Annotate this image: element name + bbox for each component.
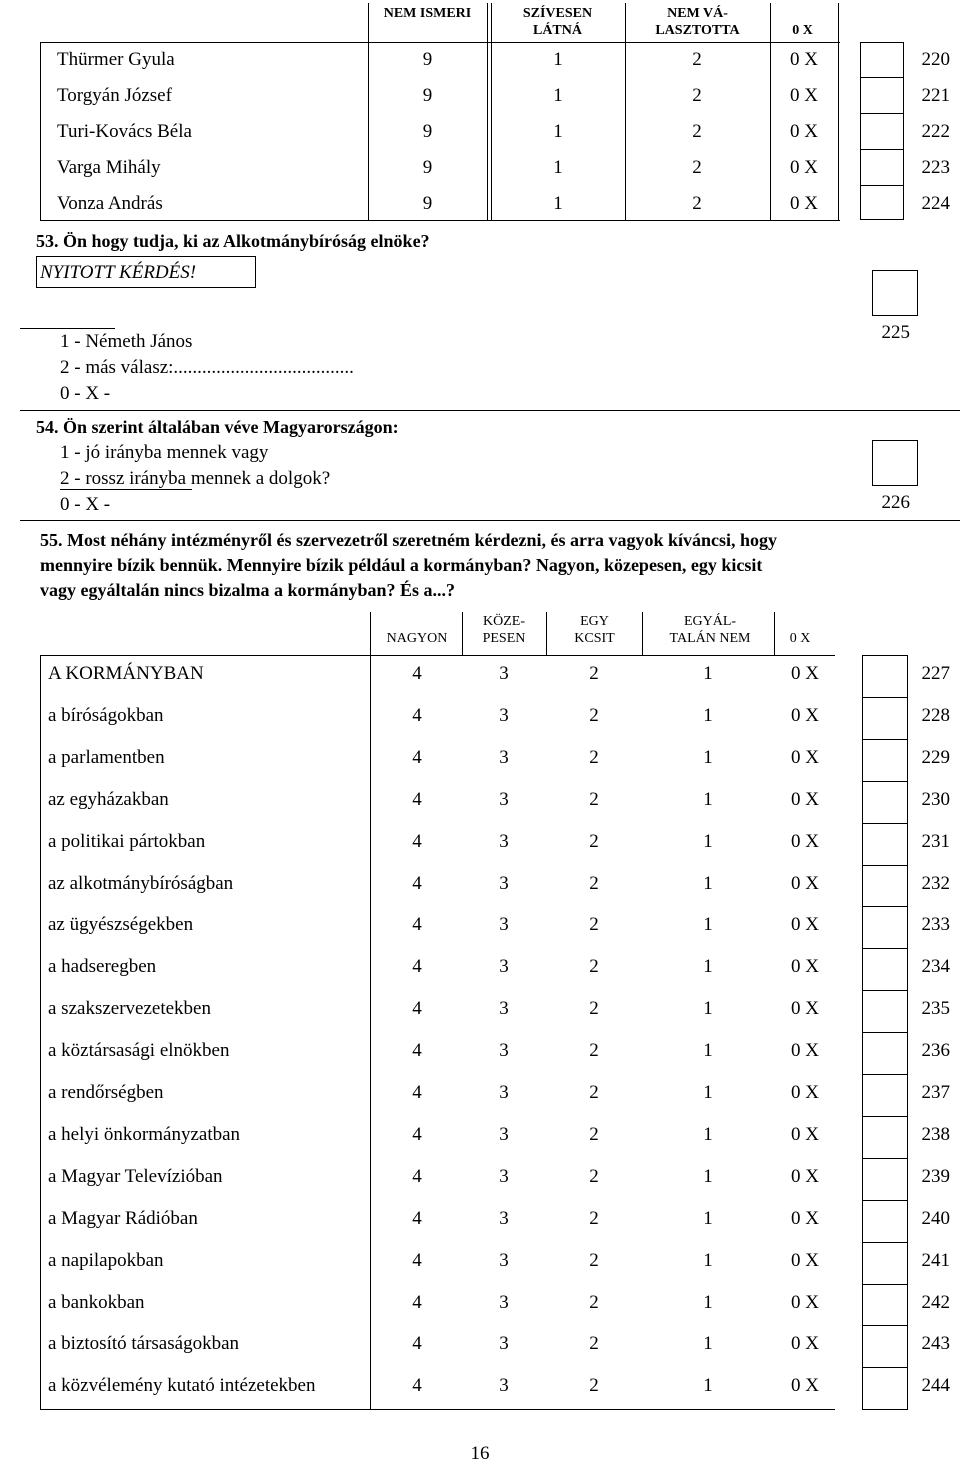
top-row-c3: 2: [692, 121, 702, 142]
q55-row-code: 242: [921, 1292, 950, 1313]
q53-answer-box[interactable]: [872, 270, 918, 316]
q55-row-value: 2: [589, 1292, 599, 1313]
q55-row-value: 1: [703, 956, 713, 977]
q55-row-name: a Magyar Rádióban: [48, 1208, 198, 1229]
top-row-c2: 1: [553, 193, 563, 214]
q55-row-value: 2: [589, 789, 599, 810]
q55-row-name: az alkotmánybíróságban: [48, 873, 234, 894]
q55-row-value: 0 X: [791, 998, 819, 1019]
q55-row-value: 2: [589, 1040, 599, 1061]
q55-row-value: 3: [499, 1124, 509, 1145]
q55-row-value: 1: [703, 705, 713, 726]
q55-row-name: a helyi önkormányzatban: [48, 1124, 241, 1145]
q55-row-value: 3: [499, 1208, 509, 1229]
top-row-c2: 1: [553, 49, 563, 70]
q55-row-value: 3: [499, 663, 509, 684]
q55-row-value: 0 X: [791, 1208, 819, 1229]
top-row-c3: 2: [692, 49, 702, 70]
q55-row-value: 3: [499, 1250, 509, 1271]
top-header-nem-ismeri: NEM ISMERI: [383, 6, 472, 21]
q55-row-code: 232: [921, 873, 950, 894]
q55-row-value: 4: [412, 1124, 422, 1145]
top-row-c4: 0 X: [790, 193, 818, 214]
q55-row-value: 2: [589, 914, 599, 935]
q55-row-name: a bankokban: [48, 1292, 145, 1313]
top-row-c1: 9: [422, 121, 433, 142]
q53-option-1: 1 - Németh János: [60, 331, 193, 352]
q55-header-0x: 0 X: [789, 631, 811, 646]
top-header-szivesen-latna: SZÍVESEN LÁTNÁ: [522, 6, 593, 38]
q55-row-value: 4: [412, 789, 422, 810]
q55-row-value: 4: [412, 1292, 422, 1313]
q54-answer-box[interactable]: [872, 440, 918, 486]
q55-row-value: 1: [703, 998, 713, 1019]
q55-row-value: 4: [412, 1082, 422, 1103]
q55-row-code: 227: [921, 663, 950, 684]
q55-row-value: 2: [589, 1333, 599, 1354]
q55-row-code: 236: [921, 1040, 950, 1061]
q55-row-value: 4: [412, 831, 422, 852]
top-row-c2: 1: [553, 121, 563, 142]
q55-row-value: 1: [703, 663, 713, 684]
q55-row-value: 4: [412, 663, 422, 684]
q54-option-0: 0 - X -: [60, 494, 111, 515]
q55-row-value: 2: [589, 1124, 599, 1145]
q55-row-name: a napilapokban: [48, 1250, 164, 1271]
q55-text-line: mennyire bízik bennük. Mennyire bízik például a kormányban? Nagyon, közepesen, egy kicsit: [40, 555, 763, 575]
q55-row-value: 3: [499, 789, 509, 810]
top-row-c3: 2: [692, 157, 702, 178]
q55-row-code: 235: [921, 998, 950, 1019]
q55-header-kozepesen: KÖZE- PESEN: [482, 614, 526, 646]
q55-row-code: 237: [921, 1082, 950, 1103]
q55-row-value: 3: [499, 914, 509, 935]
q55-row-name: az ügyészségekben: [48, 914, 194, 935]
q55-row-code: 229: [921, 747, 950, 768]
q55-row-value: 3: [499, 831, 509, 852]
q55-row-value: 1: [703, 1040, 713, 1061]
q55-row-value: 0 X: [791, 1250, 819, 1271]
top-row-name: Varga Mihály: [57, 157, 161, 178]
q55-row-value: 1: [703, 1208, 713, 1229]
top-row-code: 223: [921, 157, 950, 178]
q55-row-value: 4: [412, 705, 422, 726]
q55-row-code: 233: [921, 914, 950, 935]
q55-row-value: 2: [589, 705, 599, 726]
q53-open-question: NYITOTT KÉRDÉS!: [40, 262, 197, 283]
q55-row-value: 0 X: [791, 1333, 819, 1354]
q55-row-name: a Magyar Televízióban: [48, 1166, 223, 1187]
q55-row-value: 1: [703, 914, 713, 935]
q55-row-code: 234: [921, 956, 950, 977]
q55-row-code: 228: [921, 705, 950, 726]
q55-row-value: 1: [703, 873, 713, 894]
q55-row-value: 4: [412, 914, 422, 935]
q55-row-code: 239: [921, 1166, 950, 1187]
q55-row-value: 2: [589, 1082, 599, 1103]
top-row-c1: 9: [422, 49, 433, 70]
q55-row-value: 1: [703, 789, 713, 810]
top-row-c4: 0 X: [790, 85, 818, 106]
q55-row-value: 2: [589, 998, 599, 1019]
q55-row-code: 244: [921, 1375, 950, 1396]
q55-row-value: 2: [589, 1166, 599, 1187]
q55-row-value: 4: [412, 998, 422, 1019]
q55-row-code: 230: [921, 789, 950, 810]
q55-row-value: 4: [412, 956, 422, 977]
top-row-name: Vonza András: [57, 193, 163, 214]
q55-header-egy-kicsit: EGY KCSIT: [574, 614, 615, 646]
q55-row-value: 0 X: [791, 1292, 819, 1313]
top-row-code: 220: [921, 49, 950, 70]
q55-row-name: a politikai pártokban: [48, 831, 206, 852]
top-header-0x: 0 X: [792, 23, 813, 38]
q55-row-name: a biztosító társaságokban: [48, 1333, 240, 1354]
q54-code: 226: [881, 492, 910, 513]
q55-row-value: 0 X: [791, 747, 819, 768]
q55-row-value: 2: [589, 1208, 599, 1229]
q55-row-value: 0 X: [791, 956, 819, 977]
q55-row-value: 3: [499, 1082, 509, 1103]
q55-row-value: 0 X: [791, 1082, 819, 1103]
q55-row-value: 0 X: [791, 1166, 819, 1187]
q55-row-value: 2: [589, 663, 599, 684]
q55-row-value: 4: [412, 1375, 422, 1396]
q55-row-name: a hadseregben: [48, 956, 157, 977]
q55-row-value: 0 X: [791, 831, 819, 852]
q55-row-value: 2: [589, 1250, 599, 1271]
q55-row-value: 1: [703, 1333, 713, 1354]
q55-header-nagyon: NAGYON: [386, 631, 448, 646]
top-row-c4: 0 X: [790, 49, 818, 70]
q55-row-value: 3: [499, 1292, 509, 1313]
q55-row-value: 3: [499, 1166, 509, 1187]
q55-text-line: vagy egyáltalán nincs bizalma a kormányban? És a...?: [40, 580, 456, 600]
page-number: 16: [470, 1443, 490, 1464]
q55-row-value: 3: [499, 1375, 509, 1396]
q55-row-name: A KORMÁNYBAN: [48, 663, 204, 684]
q53-code: 225: [881, 322, 910, 343]
q55-row-name: a szakszervezetekben: [48, 998, 211, 1019]
q55-row-value: 1: [703, 1375, 713, 1396]
top-row-c1: 9: [422, 85, 433, 106]
q55-row-value: 2: [589, 831, 599, 852]
top-header-nem-valasztotta: NEM VÁ- LASZTOTTA: [655, 6, 740, 38]
top-row-name: Thürmer Gyula: [57, 49, 175, 70]
q55-row-name: a közvélemény kutató intézetekben: [48, 1375, 316, 1396]
q55-row-value: 3: [499, 873, 509, 894]
q55-row-code: 243: [921, 1333, 950, 1354]
q55-row-value: 0 X: [791, 1124, 819, 1145]
top-row-c4: 0 X: [790, 157, 818, 178]
q55-row-value: 1: [703, 1124, 713, 1145]
top-row-c1: 9: [422, 193, 433, 214]
top-row-c2: 1: [553, 85, 563, 106]
q55-row-value: 1: [703, 1166, 713, 1187]
q55-text-line: 55. Most néhány intézményről és szervezetről szeretném kérdezni, és arra vagyok kíváncsi, hogy: [40, 530, 778, 550]
q55-row-value: 3: [499, 956, 509, 977]
q54-option-1: 1 - jó irányba mennek vagy: [60, 442, 269, 463]
top-row-code: 222: [921, 121, 950, 142]
q54-option-2: 2 - rossz irányba mennek a dolgok?: [60, 468, 331, 489]
top-row-c4: 0 X: [790, 121, 818, 142]
q55-row-value: 2: [589, 1375, 599, 1396]
q55-row-value: 2: [589, 747, 599, 768]
q55-row-value: 4: [412, 1040, 422, 1061]
q55-row-value: 0 X: [791, 1375, 819, 1396]
q55-row-name: az egyházakban: [48, 789, 169, 810]
q55-header-egyaltalan-nem: EGYÁL- TALÁN NEM: [669, 614, 751, 646]
top-row-c1: 9: [422, 157, 433, 178]
top-row-c3: 2: [692, 85, 702, 106]
q55-row-value: 3: [499, 1040, 509, 1061]
q55-row-value: 0 X: [791, 1040, 819, 1061]
q55-row-value: 3: [499, 705, 509, 726]
q55-row-code: 238: [921, 1124, 950, 1145]
q55-row-value: 0 X: [791, 663, 819, 684]
q55-row-code: 240: [921, 1208, 950, 1229]
q55-row-value: 4: [412, 1333, 422, 1354]
q55-row-value: 3: [499, 747, 509, 768]
q55-row-value: 1: [703, 831, 713, 852]
q55-row-value: 4: [412, 1208, 422, 1229]
q55-row-name: a rendőrségben: [48, 1082, 164, 1103]
q55-row-value: 4: [412, 747, 422, 768]
q55-row-value: 0 X: [791, 789, 819, 810]
q55-row-name: a bíróságokban: [48, 705, 164, 726]
q53-option-0: 0 - X -: [60, 383, 111, 404]
q55-row-value: 1: [703, 747, 713, 768]
top-row-name: Turi-Kovács Béla: [57, 121, 192, 142]
top-row-code: 221: [921, 85, 950, 106]
top-row-code: 224: [921, 193, 950, 214]
top-row-name: Torgyán József: [57, 85, 172, 106]
q54-title: 54. Ön szerint általában véve Magyarországon:: [36, 417, 399, 437]
q55-row-value: 2: [589, 873, 599, 894]
q55-row-value: 1: [703, 1292, 713, 1313]
q53-option-2: 2 - más válasz:......................................: [60, 357, 354, 378]
top-row-c3: 2: [692, 193, 702, 214]
q55-row-value: 3: [499, 998, 509, 1019]
q55-row-value: 4: [412, 873, 422, 894]
q55-row-value: 4: [412, 1250, 422, 1271]
q55-row-value: 0 X: [791, 705, 819, 726]
q55-row-value: 4: [412, 1166, 422, 1187]
q55-row-value: 3: [499, 1333, 509, 1354]
top-row-c2: 1: [553, 157, 563, 178]
q55-row-value: 1: [703, 1082, 713, 1103]
q55-row-name: a parlamentben: [48, 747, 165, 768]
q55-row-value: 1: [703, 1250, 713, 1271]
q55-row-value: 0 X: [791, 914, 819, 935]
q55-row-code: 231: [921, 831, 950, 852]
q55-row-value: 0 X: [791, 873, 819, 894]
q53-title: 53. Ön hogy tudja, ki az Alkotmánybíróság elnöke?: [36, 231, 430, 251]
q55-row-value: 2: [589, 956, 599, 977]
q55-row-code: 241: [921, 1250, 950, 1271]
q55-row-name: a köztársasági elnökben: [48, 1040, 230, 1061]
